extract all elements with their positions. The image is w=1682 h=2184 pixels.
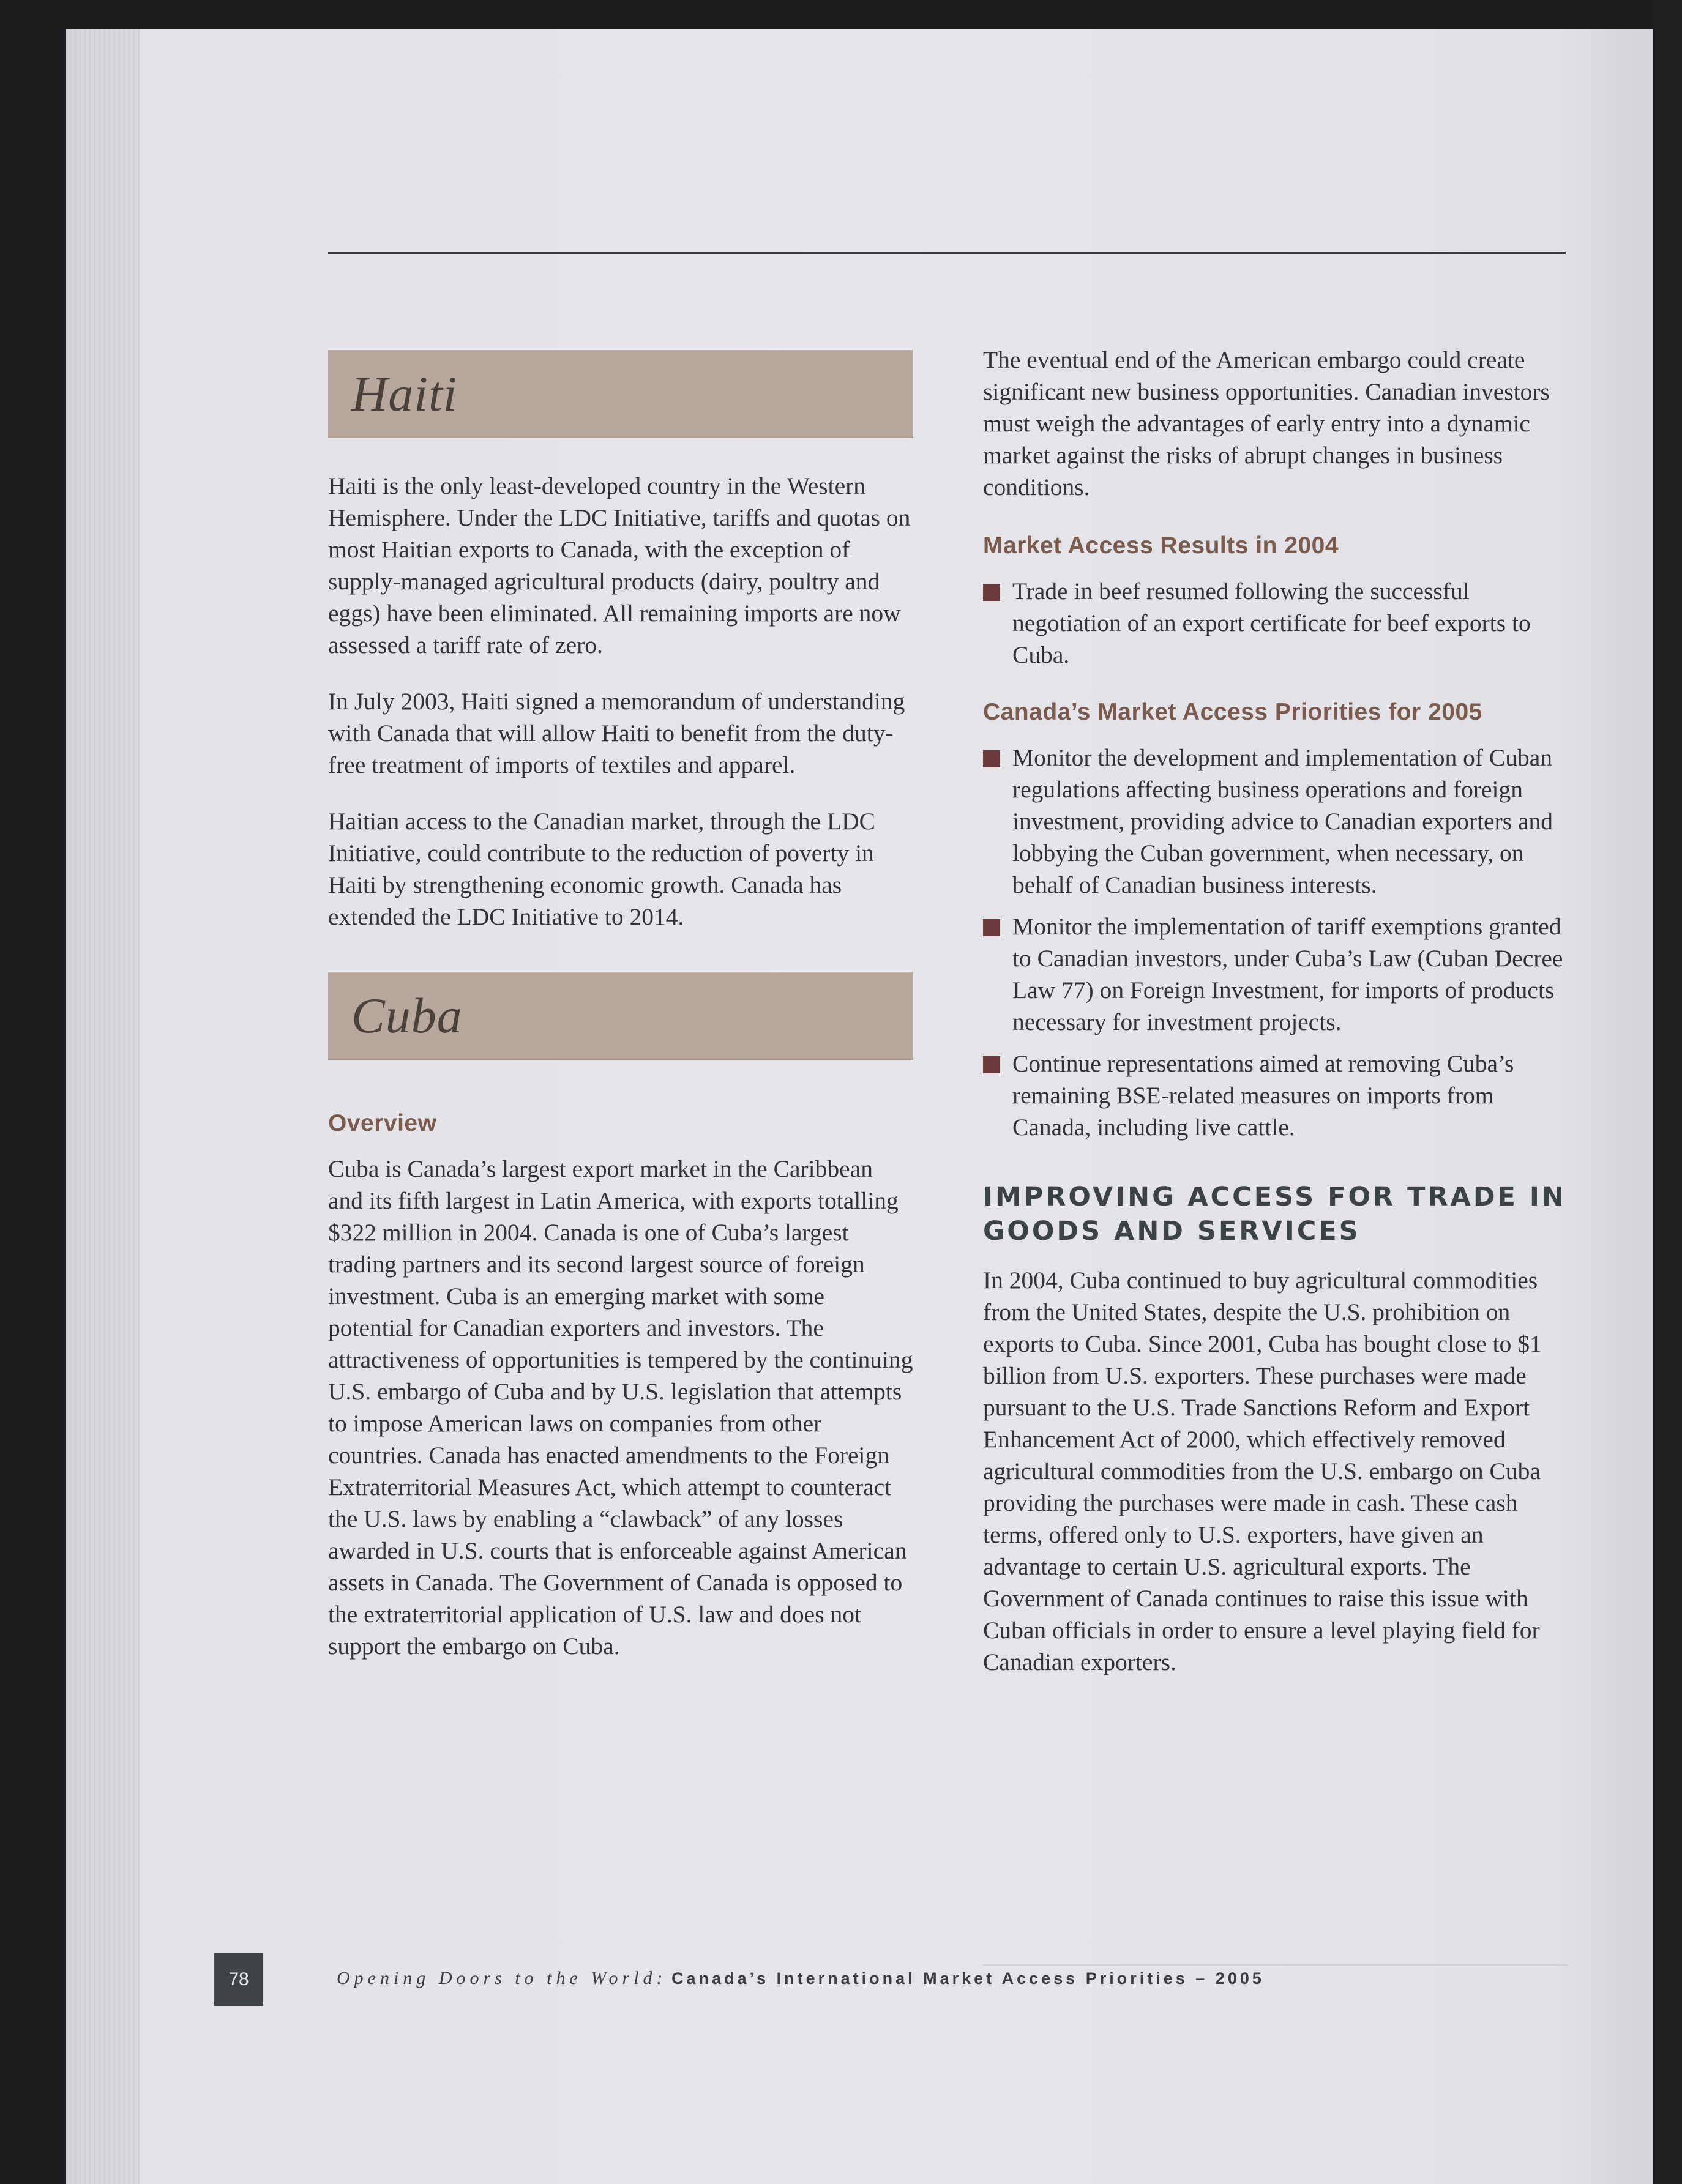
cuba-overview-paragraph: Cuba is Canada’s largest export market in the Caribbean and its fifth largest in Latin America, with exports totalling $322 million in 2004. Canada is one of Cuba’s largest trading partners and its second largest source of foreign investment. Cuba is an emerging market with some potential for Canadian exporters and investors. The attractiveness of opportunities is tempered by the continuing U.S. embargo of Cuba and by U.S. legislation that attempts to impose American laws on companies from other countries. Canada has enacted amendments to the Foreign Extraterritorial Measures Act, which attempt to counteract the U.S. laws by enabling a “clawback” of any losses awarded in U.S. courts that is enforceable against American assets in Canada. The Government of Canada is opposed to the extraterritorial application of U.S. law and does not support the embargo on Cuba. bbox=[328, 1155, 913, 1660]
left-column bbox=[328, 350, 913, 1686]
bullet-square-icon bbox=[983, 919, 1000, 936]
haiti-title: Haiti bbox=[351, 366, 458, 422]
improving-access-heading: IMPROVING ACCESS FOR TRADE IN GOODS AND SERVICES bbox=[983, 1182, 1566, 1247]
bullet-square-icon bbox=[983, 750, 1000, 767]
bullet-square-icon bbox=[983, 1056, 1000, 1073]
results-heading: Market Access Results in 2004 bbox=[983, 532, 1339, 559]
haiti-paragraph-2: In July 2003, Haiti signed a memorandum of understanding with Canada that will allow Haiti to benefit from the duty-free treatment of imports of textiles and apparel. bbox=[328, 688, 905, 778]
cuba-title: Cuba bbox=[351, 988, 463, 1043]
results-list bbox=[983, 575, 1568, 671]
haiti-paragraph-1: Haiti is the only least-developed country in the Western Hemisphere. Under the LDC Initiative, tariffs and quotas on most Haitian exports to Canada, with the exception of supply-managed agricultural products (dairy, poultry and eggs) have been eliminated. All remaining imports are now assessed a tariff rate of zero. bbox=[328, 472, 911, 658]
list-item: Monitor the development and implementation of Cuban regulations affecting business operations and foreign investment, providing advice to Canadian exporters and lobbying the Cuban government, when necessary, on behalf of Canadian business interests. bbox=[983, 742, 1568, 901]
improving-access-paragraph: In 2004, Cuba continued to buy agricultural commodities from the United States, despite the U.S. prohibition on exports to Cuba. Since 2001, Cuba has bought close to $1 billion from U.S. exporters. These purchases were made pursuant to the U.S. Trade Sanctions Reform and Export Enhancement Act of 2000, which effectively removed agricultural commodities from the U.S. embargo on Cuba providing the purchases were made in cash. These cash terms, offered only to U.S. exporters, have given an advantage to certain U.S. agricultural exports. The Government of Canada continues to raise this issue with Cuban officials in order to ensure a level playing field for Canadian exporters. bbox=[983, 1267, 1542, 1675]
footer-title bbox=[337, 1968, 1265, 1989]
page-footer bbox=[214, 1953, 1561, 2006]
page-edges bbox=[66, 29, 140, 2184]
binding-shadow bbox=[1653, 0, 1682, 2184]
list-item: Monitor the implementation of tariff exemptions granted to Canadian investors, under Cuba’s Law (Cuban Decree Law 77) on Foreign Investment, for imports of products necessary for investment projects. bbox=[983, 911, 1568, 1038]
right-column bbox=[983, 344, 1568, 1702]
overview-heading: Overview bbox=[328, 1110, 437, 1136]
footer-title-italic: Opening Doors to the World: bbox=[337, 1968, 667, 1988]
page-number: 78 bbox=[214, 1953, 263, 2006]
cuba-banner bbox=[328, 972, 913, 1060]
priorities-heading: Canada’s Market Access Priorities for 2005 bbox=[983, 699, 1482, 725]
haiti-paragraph-3: Haitian access to the Canadian market, through the LDC Initiative, could contribute to the reduction of poverty in Haiti by strengthening economic growth. Canada has extended the LDC Initiative to 2014. bbox=[328, 808, 875, 930]
list-item: Continue representations aimed at removing Cuba’s remaining BSE-related measures on imports from Canada, including live cattle. bbox=[983, 1048, 1568, 1143]
priorities-list bbox=[983, 742, 1568, 1143]
list-item: Trade in beef resumed following the successful negotiation of an export certificate for beef exports to Cuba. bbox=[983, 575, 1568, 671]
embargo-paragraph: The eventual end of the American embargo could create significant new business opportunities. Canadian investors must weigh the advantages of early entry into a dynamic market against the risks of abrupt changes in business conditions. bbox=[983, 346, 1550, 501]
bullet-square-icon bbox=[983, 584, 1000, 601]
footer-title-rest: Canada’s International Market Access Priorities – 2005 bbox=[671, 1969, 1265, 1988]
haiti-banner bbox=[328, 350, 913, 438]
top-rule bbox=[328, 252, 1566, 254]
